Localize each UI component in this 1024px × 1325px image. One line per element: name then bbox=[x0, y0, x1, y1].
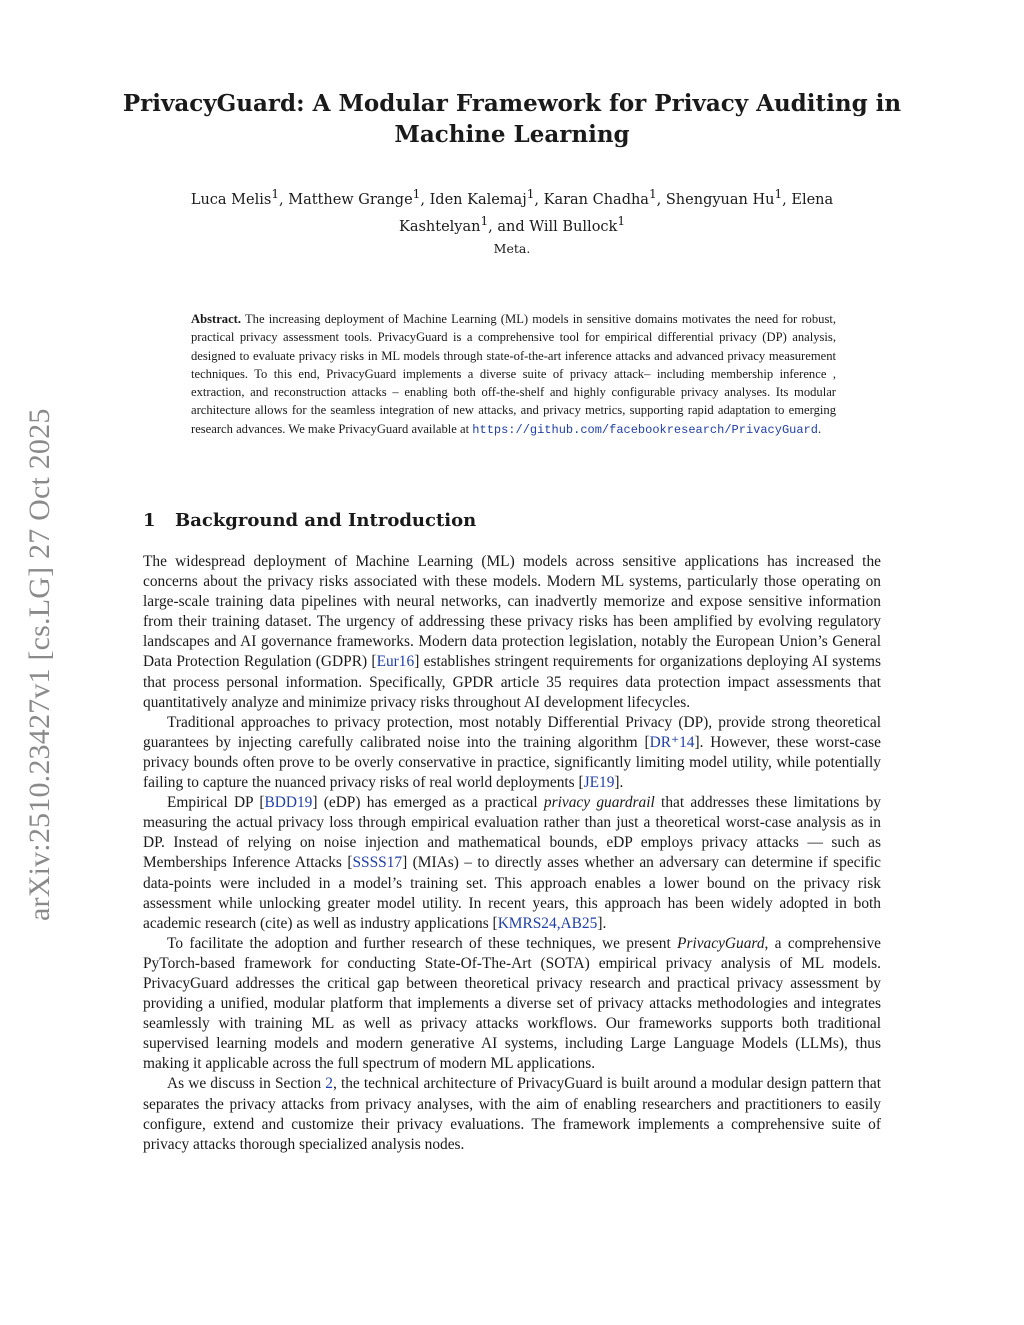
author-name: Will Bullock bbox=[529, 218, 618, 235]
paragraph-text: , the technical architecture of PrivacyGuard is built around a modular design pattern that separates the privacy attacks from privacy analyses, with the aim of enabling researchers and practitioners to easily configure, extend and customize their privacy evaluations. The framework implements a comprehensive suite of privacy attacks thorough specialized analysis nodes. bbox=[143, 1075, 882, 1153]
author-name: Shengyuan Hu bbox=[665, 191, 775, 208]
paragraph bbox=[143, 934, 881, 1075]
author-name: Luca Melis bbox=[190, 191, 272, 208]
author-name: Iden Kalemaj bbox=[429, 191, 527, 208]
emphasis-text: privacy guardrail bbox=[543, 794, 655, 812]
author-name: Elena Kashtelyan bbox=[398, 191, 834, 235]
author-name: Matthew Grange bbox=[288, 191, 413, 208]
citation-link[interactable]: DR⁺14 bbox=[649, 733, 695, 751]
author-affiliation-mark: 1 bbox=[526, 187, 535, 201]
abstract-text: The increasing deployment of Machine Learning (ML) models in sensitive domains motivates the need for robust, practical privacy assessment tools. PrivacyGuard is a comprehensive tool for empirical differential privacy (DP) analysis, designed to evaluate privacy risks in ML models through state-of-the-art inference attacks and advanced privacy measurement techniques. To this end, PrivacyGuard implements a diverse suite of privacy attack– including membership inference , extraction, and reconstruction attacks – enabling both off-the-shelf and highly configurable privacy analyses. Its modular architecture allows for the seamless integration of new attacks, and privacy metrics, supporting rapid adaptation to emerging research advances. We make PrivacyGuard available at bbox=[191, 312, 837, 436]
abstract-end: . bbox=[817, 421, 822, 436]
author-affiliation-mark: 1 bbox=[271, 187, 279, 201]
arxiv-identifier: arXiv:2510.23427v1 [cs.LG] 27 Oct 2025 bbox=[23, 408, 56, 922]
paragraph-text: , a comprehensive PyTorch-based framework for conducting State-Of-The-Art (SOTA) empirical privacy analysis of ML models. PrivacyGuard addresses the critical gap between theoretical privacy research and practical privacy assessment by providing a unified, modular platform that implements a diverse set of privacy attacks methodologies and integrates seamlessly with training ML as well as privacy attacks workflows. Our frameworks supports both traditional supervised learning models and modern generative AI systems, including Large Language Models (LLMs), thus making it applicable across the full spectrum of modern ML applications. bbox=[143, 934, 881, 1073]
section-heading bbox=[143, 510, 476, 531]
paragraph-text: To facilitate the adoption and further research of these techniques, we present bbox=[167, 934, 678, 952]
citation-link[interactable]: KMRS24,AB25 bbox=[497, 914, 598, 932]
author-affiliation-mark: 1 bbox=[774, 187, 783, 201]
paragraph bbox=[143, 552, 881, 713]
paragraph-text: ] establishes stringent requirements for organizations deploying AI systems that process personal information. Specifically, GPDR article 35 requires data protection impact assessments that quantitatively analyze and minimize privacy risks throughout AI development lifecycles. bbox=[143, 653, 882, 711]
citation-link[interactable]: BDD19 bbox=[264, 794, 313, 812]
repository-link[interactable]: https://github.com/facebookresearch/PrivacyGuard bbox=[472, 422, 818, 437]
author-affiliation-mark: 1 bbox=[617, 213, 626, 228]
paragraph-text: Empirical DP [ bbox=[167, 794, 265, 812]
author-conjunction: and bbox=[497, 218, 525, 235]
affiliation: Meta. bbox=[493, 241, 531, 256]
abstract-label: Abstract. bbox=[191, 312, 242, 326]
author-list: Luca Melis$^1$, Matthew Grange$^1$, Iden Kalemaj$^1$, Karan Chadha$^1$, Shengyuan Hu$^1$, Elena Kashtelyan$^1$, and Will Bullock$^1$ bbox=[190, 187, 834, 235]
paragraph-text: As we discuss in Section bbox=[167, 1075, 326, 1093]
author-name: Karan Chadha bbox=[543, 191, 649, 208]
paragraph-text: Traditional approaches to privacy protection, most notably Differential Privacy (DP), provide strong theoretical guarantees by injecting carefully calibrated noise into the training algorithm [ bbox=[143, 713, 881, 751]
section-body bbox=[143, 552, 881, 1155]
paragraph-text: ]. bbox=[597, 914, 607, 932]
paragraph-text: that addresses these limitations by measuring the actual privacy loss through empirical evaluation rather than just a theoretical worst-case analysis as in DP. Instead of relying on noise injection and mathematical bounds, eDP employs privacy attacks — such as Memberships Inference Attacks [ bbox=[143, 794, 882, 872]
paragraph bbox=[143, 1074, 881, 1154]
abstract bbox=[191, 310, 836, 439]
author-affiliation-mark: 1 bbox=[480, 213, 489, 228]
paper-title: PrivacyGuard: A Modular Framework for Privacy Auditing in Machine Learning bbox=[122, 90, 902, 148]
emphasis-text: PrivacyGuard bbox=[677, 934, 765, 952]
paragraph-text: ]. bbox=[614, 774, 624, 792]
author-affiliation-mark: 1 bbox=[648, 187, 657, 201]
section-reference-link[interactable]: 2 bbox=[325, 1075, 333, 1093]
author-affiliation-mark: 1 bbox=[412, 187, 421, 201]
paragraph bbox=[143, 713, 881, 793]
section-number: 1 bbox=[143, 510, 156, 531]
paragraph-text: ] (eDP) has emerged as a practical bbox=[312, 794, 544, 812]
section-title: Background and Introduction bbox=[175, 510, 477, 531]
citation-link[interactable]: JE19 bbox=[583, 774, 615, 792]
paragraph-text: ] (MIAs) – to directly asses whether an adversary can determine if specific data-points were included in a model’s training set. This approach enables a lower bound on the privacy risk assessment while unlocking greater model utility. In recent years, this approach has been widely adopted in both academic research (cite) as well as industry applications [ bbox=[143, 854, 882, 932]
paragraph-text: ]. However, these worst-case privacy bounds often prove to be overly conservative in practice, significantly limiting model utility, while potentially failing to capture the nuanced privacy risks of real world deployments [ bbox=[143, 733, 881, 792]
paragraph bbox=[143, 793, 881, 934]
citation-link[interactable]: SSSS17 bbox=[352, 854, 403, 872]
paragraph-text: The widespread deployment of Machine Learning (ML) models across sensitive applications has increased the concerns about the privacy risks associated with these models. Modern ML systems, particularly those operating on large-scale training data pipelines with neural networks, can inadvertly memorize and expose sensitive information from their training dataset. The urgency of addressing these privacy risks has been amplified by evolving regulatory landscapes and AI governance frameworks. Modern data protection legislation, notably the European Union’s General Data Protection Regulation (GDPR) [ bbox=[143, 553, 881, 671]
citation-link[interactable]: Eur16 bbox=[376, 653, 415, 671]
